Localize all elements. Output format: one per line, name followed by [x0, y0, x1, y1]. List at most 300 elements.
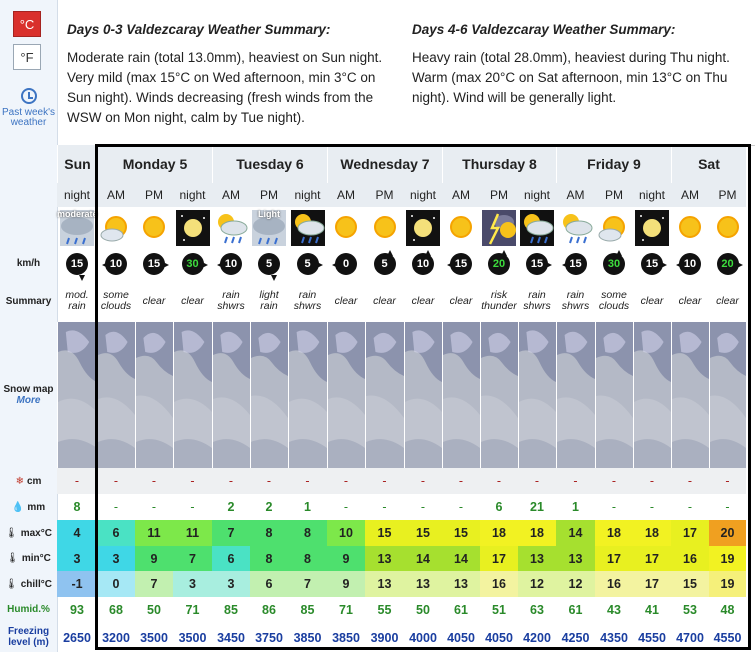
min-temp-value: 7 — [173, 546, 212, 571]
wind-indicator — [600, 250, 628, 278]
humidity-value: 71 — [185, 603, 200, 617]
wind-row-label: km/h — [16, 258, 41, 269]
max-temp-value: 7 — [212, 520, 250, 546]
wind-chill-value: 13 — [404, 571, 442, 597]
weather-icon-label: moderate — [57, 209, 98, 219]
min-temp-value: 17 — [633, 546, 671, 571]
snow-map-image — [519, 322, 556, 468]
rain-value: - — [382, 500, 387, 514]
min-temp-value: 17 — [595, 546, 633, 571]
day-header: Wednesday 7 — [327, 145, 442, 183]
freezing-level-value: 4550 — [713, 630, 742, 645]
snow-value: - — [97, 468, 135, 494]
wind-indicator — [562, 250, 590, 278]
freezing-level-value: 4000 — [409, 630, 437, 645]
summary-row-label: Summary — [5, 296, 52, 307]
max-temp-value: 4 — [57, 520, 97, 546]
wind-indicator — [140, 250, 168, 278]
wind-speed-cell — [518, 248, 556, 280]
wind-indicator — [447, 250, 475, 278]
wind-speed-cell — [288, 248, 327, 280]
wind-speed-cell — [212, 248, 250, 280]
wind-speed-value: 0 — [335, 253, 357, 275]
wind-chill-value: 0 — [97, 571, 135, 597]
day-header: Friday 9 — [556, 145, 671, 183]
forecast-table — [57, 145, 755, 652]
wind-speed-cell — [671, 248, 709, 280]
time-of-day-label: AM — [212, 183, 250, 207]
summary-title: Days 0-3 Valdezcaray Weather Summary: — [67, 22, 331, 37]
wind-speed-cell — [365, 248, 404, 280]
max-temp-value: 8 — [288, 520, 327, 546]
max-temp-value: 15 — [404, 520, 442, 546]
humidity-value: 41 — [645, 603, 659, 617]
time-of-day-label: PM — [365, 183, 404, 207]
weather-icon-cell — [173, 207, 212, 248]
freezing-level-value: 4350 — [600, 630, 628, 645]
wind-indicator — [714, 250, 742, 278]
weather-icon-cell — [365, 207, 404, 248]
humid-row-label: Humid.% — [7, 604, 50, 615]
weather-icon-cell — [250, 207, 288, 248]
snow-map-image — [366, 322, 404, 468]
time-of-day-label: night — [633, 183, 671, 207]
rain-value: - — [190, 500, 195, 514]
min-temp-value: 3 — [97, 546, 135, 571]
max-temp-value: 18 — [595, 520, 633, 546]
night-rain-showers-icon — [291, 210, 325, 246]
time-of-day-label: AM — [671, 183, 709, 207]
humidity-value: 43 — [607, 603, 621, 617]
min-temp-value: 16 — [671, 546, 709, 571]
freezing-level-value: 3900 — [370, 630, 399, 645]
snow-map[interactable] — [595, 322, 633, 468]
thunder-icon — [482, 210, 516, 246]
wind-chill-value: 7 — [288, 571, 327, 597]
snow-map[interactable] — [250, 322, 288, 468]
weather-icon-cell — [480, 207, 518, 248]
time-of-day-label: AM — [442, 183, 480, 207]
rain-value: - — [458, 500, 464, 514]
some-clouds-icon — [597, 210, 631, 246]
wind-direction-arrow-icon — [424, 249, 432, 257]
snow-map[interactable] — [173, 322, 212, 468]
min-temp-value: 14 — [442, 546, 480, 571]
wind-indicator — [523, 250, 551, 278]
max-temp-value: 11 — [135, 520, 173, 546]
rain-value: - — [151, 500, 157, 514]
snow-map[interactable] — [633, 322, 671, 468]
time-of-day-label: AM — [556, 183, 595, 207]
rain-value: - — [420, 500, 426, 514]
humidity-value: 93 — [70, 603, 84, 617]
wind-direction-arrow-icon — [615, 249, 623, 257]
snow-map-image — [672, 322, 709, 468]
humidity-value: 68 — [109, 603, 123, 617]
day-header: Monday 5 — [97, 145, 212, 183]
min-temp-value: 13 — [556, 546, 595, 571]
wind-speed-value: 30 — [603, 253, 625, 275]
wind-indicator — [485, 250, 513, 278]
wind-speed-cell — [57, 248, 97, 280]
summary-text: Moderate rain (total 13.0mm), heaviest on Sun night. Very mild (max 15°C on Wed afternoon, min 3°C on Sun night). Winds decreasing (fresh winds from the WSW on Mon night, calm by Tue night). — [67, 50, 383, 125]
snow-map-image — [136, 322, 173, 468]
wind-chill-value: 13 — [442, 571, 480, 597]
day-header: Sat — [671, 145, 746, 183]
wind-speed-cell — [480, 248, 518, 280]
wind-speed-value: 10 — [412, 253, 434, 275]
wind-speed-value: 5 — [258, 253, 280, 275]
snow-map[interactable] — [288, 322, 327, 468]
weather-icon-cell — [327, 207, 365, 248]
snow-map[interactable] — [709, 322, 746, 468]
wind-chill-value: 15 — [671, 571, 709, 597]
snow-map[interactable] — [57, 322, 97, 468]
summary-days-4-6 — [412, 20, 747, 108]
humidity-value: 53 — [683, 603, 697, 617]
sun-icon — [711, 210, 745, 246]
snow-map[interactable] — [671, 322, 709, 468]
snow-map-image — [710, 322, 746, 468]
wind-direction-arrow-icon — [736, 261, 744, 269]
weather-summary-text: some clouds — [598, 289, 630, 312]
weather-summary-text: rain shwrs — [561, 289, 590, 312]
snow-value: - — [709, 468, 746, 494]
time-of-day-label: PM — [135, 183, 173, 207]
max-temp-value: 18 — [633, 520, 671, 546]
snow-map-image — [58, 322, 97, 468]
max-temp-value: 15 — [365, 520, 404, 546]
weather-summary-text: clear — [373, 294, 396, 307]
humidity-value: 86 — [262, 603, 276, 617]
humidity-value: 85 — [224, 603, 238, 617]
wind-chill-value: 6 — [250, 571, 288, 597]
snow-map-image — [634, 322, 671, 468]
wind-speed-value: 15 — [66, 253, 88, 275]
sun-icon — [368, 210, 402, 246]
snow-value: - — [556, 468, 595, 494]
clear-night-icon — [176, 210, 210, 246]
rain-value: 2 — [265, 500, 273, 514]
wind-direction-arrow-icon — [660, 261, 668, 269]
weather-summary-text: some clouds — [100, 289, 132, 312]
wind-indicator — [179, 250, 207, 278]
snow-map-image — [213, 322, 250, 468]
min-temp-value: 3 — [57, 546, 97, 571]
summary-title: Days 4-6 Valdezcaray Weather Summary: — [412, 22, 676, 37]
snow-value: - — [633, 468, 671, 494]
weather-summary — [57, 0, 755, 146]
snow-value: - — [327, 468, 365, 494]
humidity-value: 55 — [377, 603, 392, 617]
max-temp-value: 15 — [442, 520, 480, 546]
wind-speed-cell — [404, 248, 442, 280]
weather-icon-cell — [633, 207, 671, 248]
humidity-value: 61 — [568, 603, 583, 617]
wind-indicator — [294, 250, 322, 278]
snow-map-image — [596, 322, 633, 468]
snow-map-image — [481, 322, 518, 468]
freezing-level-value: 3850 — [332, 630, 360, 645]
weather-icon-cell — [671, 207, 709, 248]
max-temp-value: 6 — [97, 520, 135, 546]
rain-value: - — [687, 500, 693, 514]
wind-speed-value: 5 — [374, 253, 396, 275]
snow-map[interactable] — [212, 322, 250, 468]
max-temp-value: 14 — [556, 520, 595, 546]
snow-map[interactable] — [518, 322, 556, 468]
freezing-level-value: 4200 — [523, 630, 551, 645]
wind-direction-arrow-icon — [216, 261, 224, 269]
wind-chill-value: 7 — [135, 571, 173, 597]
wind-direction-arrow-icon — [500, 249, 508, 257]
snow-value: - — [404, 468, 442, 494]
sidebar — [0, 0, 58, 652]
wind-chill-value: 13 — [365, 571, 404, 597]
rain-value: - — [725, 500, 730, 514]
night-rain-showers-icon — [520, 210, 554, 246]
wind-speed-value: 10 — [105, 253, 127, 275]
wind-chill-value: -1 — [57, 571, 97, 597]
snow-map-more-link[interactable]: More — [16, 395, 41, 406]
past-weather-link[interactable] — [0, 88, 57, 128]
wind-speed-cell — [135, 248, 173, 280]
min-temp-value: 19 — [709, 546, 746, 571]
weather-summary-text: clear — [411, 294, 435, 307]
snow-map[interactable] — [442, 322, 480, 468]
weather-summary-text: rain shwrs — [217, 289, 245, 312]
wind-chill-value: 16 — [595, 571, 633, 597]
snow-map[interactable] — [97, 322, 135, 468]
wind-speed-cell — [633, 248, 671, 280]
humidity-value: 61 — [454, 603, 468, 617]
weather-icon-cell — [518, 207, 556, 248]
wind-indicator — [102, 250, 130, 278]
weather-summary-text: mod. rain — [65, 289, 89, 312]
wind-speed-value: 20 — [717, 253, 739, 275]
freezing-level-value: 4550 — [638, 630, 666, 645]
clear-night-icon — [635, 210, 669, 246]
max-temp-value: 17 — [671, 520, 709, 546]
wind-chill-value: 16 — [480, 571, 518, 597]
wind-speed-value: 15 — [143, 253, 165, 275]
wind-chill-value: 19 — [709, 571, 746, 597]
rain-value: - — [611, 500, 617, 514]
rain-value: - — [113, 500, 119, 514]
wind-chill-value: 17 — [633, 571, 671, 597]
humidity-value: 85 — [300, 603, 315, 617]
wind-speed-value: 15 — [641, 253, 663, 275]
wind-speed-cell — [556, 248, 595, 280]
rain-showers-icon — [559, 210, 593, 246]
snow-map-image — [174, 322, 212, 468]
min-temp-value: 13 — [518, 546, 556, 571]
wind-speed-value: 15 — [450, 253, 472, 275]
wind-direction-arrow-icon — [162, 261, 170, 269]
wind-direction-arrow-icon — [446, 261, 454, 269]
freezing-row-label: Freezing level (m) — [7, 626, 50, 648]
min-temp-value: 6 — [212, 546, 250, 571]
min-temp-value: 17 — [480, 546, 518, 571]
wind-direction-arrow-icon — [561, 261, 569, 269]
freezing-level-value: 3200 — [102, 630, 130, 645]
snow-value: - — [288, 468, 327, 494]
humidity-value: 50 — [416, 603, 430, 617]
snow-value: - — [671, 468, 709, 494]
snow-value: - — [518, 468, 556, 494]
freezing-level-value: 3500 — [178, 630, 207, 645]
weather-summary-text: risk thunder — [481, 289, 517, 312]
celsius-button[interactable]: °C — [13, 11, 41, 37]
day-header: Thursday 8 — [442, 145, 556, 183]
rain-value: 1 — [304, 500, 311, 514]
humidity-value: 48 — [720, 603, 735, 617]
rain-value: - — [649, 500, 655, 514]
max-temp-value: 20 — [709, 520, 746, 546]
weather-summary-text: clear — [640, 294, 664, 307]
wind-indicator — [409, 250, 437, 278]
weather-icon-cell — [556, 207, 595, 248]
wind-indicator — [638, 250, 666, 278]
time-of-day-label: night — [57, 183, 97, 207]
time-of-day-label: night — [288, 183, 327, 207]
snow-value: - — [135, 468, 173, 494]
snow-map-image — [251, 322, 288, 468]
wind-speed-value: 5 — [297, 253, 319, 275]
wind-speed-cell — [442, 248, 480, 280]
wind-speed-cell — [595, 248, 633, 280]
freezing-level-value: 3750 — [255, 630, 283, 645]
snow-map[interactable] — [365, 322, 404, 468]
weather-icon-cell — [135, 207, 173, 248]
wind-indicator — [255, 250, 283, 278]
sun-icon — [673, 210, 707, 246]
rain-value: 1 — [572, 500, 579, 514]
wind-indicator — [217, 250, 245, 278]
weather-summary-text: clear — [334, 294, 358, 307]
max-temp-value: 18 — [518, 520, 556, 546]
snow-map-image — [405, 322, 442, 468]
clear-night-icon — [406, 210, 440, 246]
max-temp-value: 18 — [480, 520, 518, 546]
snow-map[interactable] — [135, 322, 173, 468]
snow-map[interactable] — [556, 322, 595, 468]
wind-direction-arrow-icon — [316, 261, 324, 269]
min-row-label: 🌡 min°C — [6, 553, 51, 564]
rain-value: 2 — [227, 500, 235, 514]
wind-indicator — [63, 250, 91, 278]
weather-icon-cell — [97, 207, 135, 248]
weather-summary-text: clear — [181, 294, 204, 307]
time-of-day-label: PM — [250, 183, 288, 207]
time-of-day-label: PM — [480, 183, 518, 207]
max-temp-value: 10 — [327, 520, 365, 546]
time-of-day-label: PM — [709, 183, 746, 207]
summary-days-0-3 — [67, 20, 403, 128]
wind-indicator — [332, 250, 360, 278]
rain-value: - — [343, 500, 349, 514]
sun-icon — [329, 210, 363, 246]
weather-icon-cell — [709, 207, 746, 248]
wind-speed-value: 15 — [526, 253, 548, 275]
snow-value: - — [365, 468, 404, 494]
past-weather-label: Past week's weather — [1, 107, 56, 128]
weather-summary-text: clear — [716, 294, 739, 307]
weather-summary-text: light rain — [259, 289, 279, 312]
wind-chill-value: 3 — [212, 571, 250, 597]
freezing-level-value: 3850 — [293, 630, 322, 645]
wind-indicator — [676, 250, 704, 278]
humidity-value: 51 — [492, 603, 506, 617]
humidity-value: 71 — [339, 603, 353, 617]
humidity-value: 50 — [147, 603, 161, 617]
time-of-day-label: AM — [327, 183, 365, 207]
min-temp-value: 14 — [404, 546, 442, 571]
time-of-day-label: night — [173, 183, 212, 207]
snow-value: - — [480, 468, 518, 494]
humidity-value: 63 — [530, 603, 544, 617]
weather-icon-cell — [57, 207, 97, 248]
snow-map-image — [98, 322, 135, 468]
wind-speed-cell — [709, 248, 746, 280]
rain-value: 8 — [73, 500, 81, 514]
freezing-level-value: 4050 — [447, 630, 475, 645]
snow-value: - — [250, 468, 288, 494]
time-of-day-label: AM — [97, 183, 135, 207]
snow-map-row-label — [0, 384, 57, 406]
freezing-level-value: 3450 — [217, 630, 245, 645]
snow-value: - — [212, 468, 250, 494]
fahrenheit-button[interactable]: °F — [13, 44, 41, 70]
thermometer-icon: 🌡 — [5, 579, 18, 590]
wind-speed-value: 10 — [679, 253, 701, 275]
weather-icon-cell — [442, 207, 480, 248]
wind-speed-cell — [97, 248, 135, 280]
wind-speed-value: 20 — [488, 253, 510, 275]
snow-map[interactable] — [327, 322, 365, 468]
freezing-level-value: 4250 — [561, 630, 590, 645]
weather-summary-text: rain shwrs — [523, 289, 551, 312]
max-temp-value: 11 — [173, 520, 212, 546]
weather-icon-label: Light — [258, 209, 280, 219]
snow-value: - — [57, 468, 97, 494]
rain-value: 6 — [495, 500, 503, 514]
snow-map-image — [557, 322, 595, 468]
wind-chill-value: 12 — [518, 571, 556, 597]
wind-chill-value: 12 — [556, 571, 595, 597]
weather-summary-text: clear — [449, 294, 473, 307]
weather-summary-text: rain shwrs — [293, 289, 322, 312]
snow-map-image — [289, 322, 327, 468]
rain-showers-icon — [214, 210, 248, 246]
wind-chill-value: 3 — [173, 571, 212, 597]
snow-map[interactable] — [404, 322, 442, 468]
wind-direction-arrow-icon — [545, 261, 553, 269]
snow-value: - — [442, 468, 480, 494]
day-header: Tuesday 6 — [212, 145, 327, 183]
max-row-label: 🌡 max°C — [5, 528, 52, 539]
sun-icon — [137, 210, 171, 246]
wind-speed-value: 15 — [565, 253, 587, 275]
freezing-level-value: 3500 — [140, 630, 168, 645]
snow-map[interactable] — [480, 322, 518, 468]
snow-row-label: ❄ cm — [15, 476, 42, 487]
rain-row-label: 💧 mm — [11, 502, 46, 513]
time-of-day-label: night — [518, 183, 556, 207]
wind-speed-cell — [250, 248, 288, 280]
thermometer-icon: 🌡 — [6, 553, 19, 564]
snow-map-image — [328, 322, 365, 468]
